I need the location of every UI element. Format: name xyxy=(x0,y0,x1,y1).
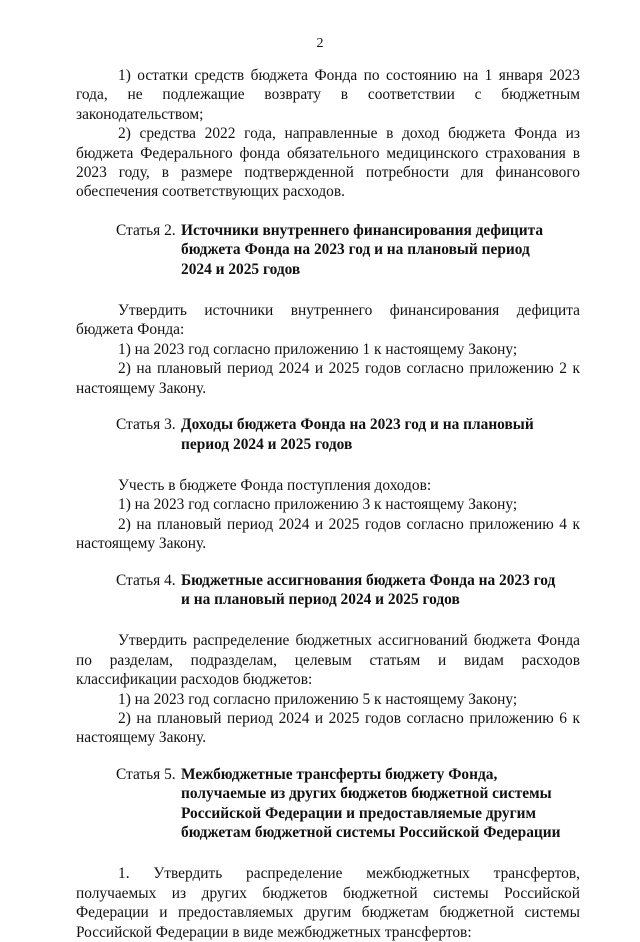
paragraph: 2) на плановый период 2024 и 2025 годов согласно приложению 4 к настоящему Закону. xyxy=(76,515,580,553)
paragraph: 2) средства 2022 года, направленные в доход бюджета Фонда из бюджета Федерального фонда обязательного медицинского страхования в 2023 году, в размере подтвержденной потребности для финансового обеспечения соответствующих расходов. xyxy=(76,125,580,201)
article-heading xyxy=(76,765,580,843)
article-title-line: получаемые из других бюджетов бюджетной системы xyxy=(181,785,552,803)
article-heading xyxy=(76,221,580,279)
paragraph: 1) на 2023 год согласно приложению 1 к настоящему Закону; xyxy=(118,340,518,358)
paragraph: 1) на 2023 год согласно приложению 3 к настоящему Закону; xyxy=(118,496,518,514)
page-number: 2 xyxy=(316,36,324,51)
article-title xyxy=(181,571,571,610)
paragraph: 1. Утвердить распределение межбюджетных трансфертов, получаемых из других бюджетов бюджетной системы Российской Федерации и предоставляемых другим бюджетам бюджетной системы Российской Федерации в виде межбюджетных трансфертов: xyxy=(76,865,580,941)
paragraph: 1) на 2023 год согласно приложению 5 к настоящему Закону; xyxy=(118,690,518,708)
article-title xyxy=(181,221,571,279)
article-title-line: Российской Федерации и предоставляемые другим xyxy=(181,804,536,822)
article-title-line: Бюджетные ассигнования бюджета Фонда на 2023 год xyxy=(181,571,556,589)
article-title-line: период 2024 и 2025 годов xyxy=(181,435,353,453)
paragraph: Утвердить распределение бюджетных ассигнований бюджета Фонда по разделам, подразделам, целевым статьям и видам расходов классификации расходов бюджетов: xyxy=(76,632,580,689)
article-heading xyxy=(76,415,580,454)
paragraph: Учесть в бюджете Фонда поступления доходов: xyxy=(118,476,432,494)
article-label: Статья 2. xyxy=(116,221,176,239)
paragraph: Утвердить источники внутреннего финансирования дефицита бюджета Фонда: xyxy=(76,302,580,339)
document-body xyxy=(76,66,580,942)
article-title xyxy=(181,415,571,454)
article-label: Статья 4. xyxy=(116,571,176,589)
article-title-line: и на плановый период 2024 и 2025 годов xyxy=(181,590,460,608)
paragraph: 2) на плановый период 2024 и 2025 годов согласно приложению 6 к настоящему Закону. xyxy=(76,709,580,747)
article-title xyxy=(181,765,571,843)
article-title-line: 2024 и 2025 годов xyxy=(181,260,301,278)
article-label: Статья 3. xyxy=(116,416,176,434)
paragraph: 2) на плановый период 2024 и 2025 годов согласно приложению 2 к настоящему Закону. xyxy=(76,360,580,397)
article-title-line: Межбюджетные трансферты бюджету Фонда, xyxy=(181,765,498,783)
article-title-line: Доходы бюджета Фонда на 2023 год и на плановый xyxy=(181,416,534,434)
article-title-line: Источники внутреннего финансирования дефицита xyxy=(181,221,544,239)
article-label: Статья 5. xyxy=(116,765,176,783)
article-title-line: бюджета Фонда на 2023 год и на плановый период xyxy=(181,241,530,259)
paragraph: 1) остатки средств бюджета Фонда по состоянию на 1 января 2023 года, не подлежащие возврату в соответствии с бюджетным законодательством; xyxy=(76,67,580,123)
article-title-line: бюджетам бюджетной системы Российской Федерации xyxy=(181,824,561,841)
article-heading xyxy=(76,571,580,610)
